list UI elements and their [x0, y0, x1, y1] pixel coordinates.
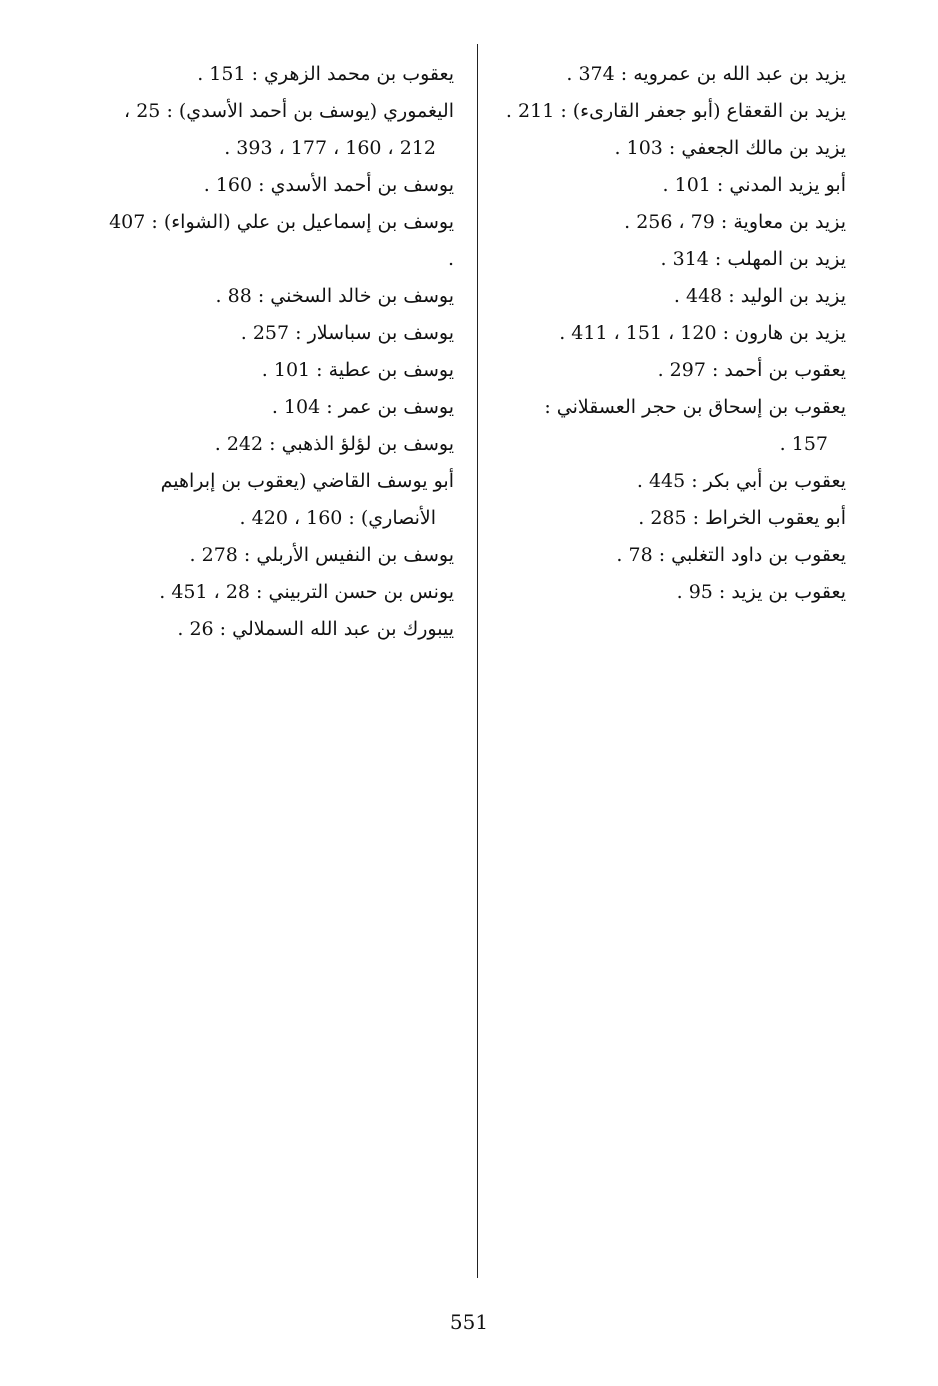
index-entry: [104, 167, 454, 204]
entry-text: يعقوب بن يزيد : 95 .: [676, 581, 846, 603]
entry-text: أبو يزيد المدني : 101 .: [662, 174, 846, 196]
index-entry: [104, 611, 454, 648]
index-entry: [104, 278, 454, 315]
entry-text: يزيد بن الوليد : 448 .: [673, 285, 846, 307]
entry-text: يزيد بن عبد الله بن عمرويه : 374 .: [566, 63, 846, 85]
entry-continuation: 212 ، 160 ، 177 ، 393 .: [224, 137, 436, 159]
entry-text: يزيد بن هارون : 120 ، 151 ، 411 .: [559, 322, 846, 344]
entry-text: يعقوب بن محمد الزهري : 151 .: [197, 63, 454, 85]
index-entry: [486, 389, 846, 463]
index-entry: [104, 574, 454, 611]
entry-text: يعقوب بن أبي بكر : 445 .: [636, 470, 846, 492]
index-entry: [486, 56, 846, 93]
index-entry: [104, 93, 454, 167]
index-entry: [486, 463, 846, 500]
entry-text: يوسف بن سباسلار : 257 .: [240, 322, 454, 344]
column-divider: [477, 44, 478, 1278]
index-entry: [486, 352, 846, 389]
index-entry: [486, 278, 846, 315]
entry-continuation: 157 .: [779, 433, 828, 455]
entry-text: يزيد بن معاوية : 79 ، 256 .: [624, 211, 846, 233]
index-entry: [104, 315, 454, 352]
entry-text: يوسف بن عمر : 104 .: [271, 396, 454, 418]
index-entry: [486, 315, 846, 352]
entry-text: يونس بن حسن التربيني : 28 ، 451 .: [159, 581, 454, 603]
page-number: 551: [449, 1310, 489, 1334]
index-entry: [486, 167, 846, 204]
entry-text: يوسف بن إسماعيل بن علي (الشواء) : 407 .: [109, 211, 454, 270]
index-entry: [104, 537, 454, 574]
index-entry: [486, 93, 846, 130]
index-entry: [104, 352, 454, 389]
entry-text: يوسف بن لؤلؤ الذهبي : 242 .: [214, 433, 454, 455]
index-entry: [104, 463, 454, 537]
entry-text: يعقوب بن إسحاق بن حجر العسقلاني :: [544, 396, 846, 418]
entry-text: يزيد بن مالك الجعفي : 103 .: [614, 137, 846, 159]
entry-text: يعقوب بن داود التغلبي : 78 .: [616, 544, 846, 566]
entry-text: يوسف بن النفيس الأربلي : 278 .: [189, 544, 454, 566]
entry-text: أبو يعقوب الخراط : 285 .: [638, 507, 846, 529]
entry-text: يزيد بن المهلب : 314 .: [660, 248, 846, 270]
index-entry: [104, 389, 454, 426]
index-column-right: [486, 56, 846, 611]
index-entry: [486, 241, 846, 278]
entry-text: ييبورك بن عبد الله السملالي : 26 .: [177, 618, 454, 640]
entry-continuation: الأنصاري) : 160 ، 420 .: [239, 507, 436, 529]
entry-text: يوسف بن عطية : 101 .: [261, 359, 454, 381]
index-entry: [104, 56, 454, 93]
index-entry: [104, 426, 454, 463]
index-entry: [486, 204, 846, 241]
entry-text: أبو يوسف القاضي (يعقوب بن إبراهيم: [160, 470, 454, 492]
entry-text: يعقوب بن أحمد : 297 .: [657, 359, 846, 381]
index-entry: [486, 537, 846, 574]
entry-text: يزيد بن القعقاع (أبو جعفر القارىء) : 211 .: [505, 100, 846, 122]
entry-text: يوسف بن أحمد الأسدي : 160 .: [203, 174, 454, 196]
entry-text: اليغموري (يوسف بن أحمد الأسدي) : 25 ،: [124, 100, 454, 122]
index-entry: [104, 204, 454, 278]
index-entry: [486, 500, 846, 537]
index-column-left: [104, 56, 454, 648]
index-entry: [486, 574, 846, 611]
index-entry: [486, 130, 846, 167]
entry-text: يوسف بن خالد السخني : 88 .: [215, 285, 454, 307]
